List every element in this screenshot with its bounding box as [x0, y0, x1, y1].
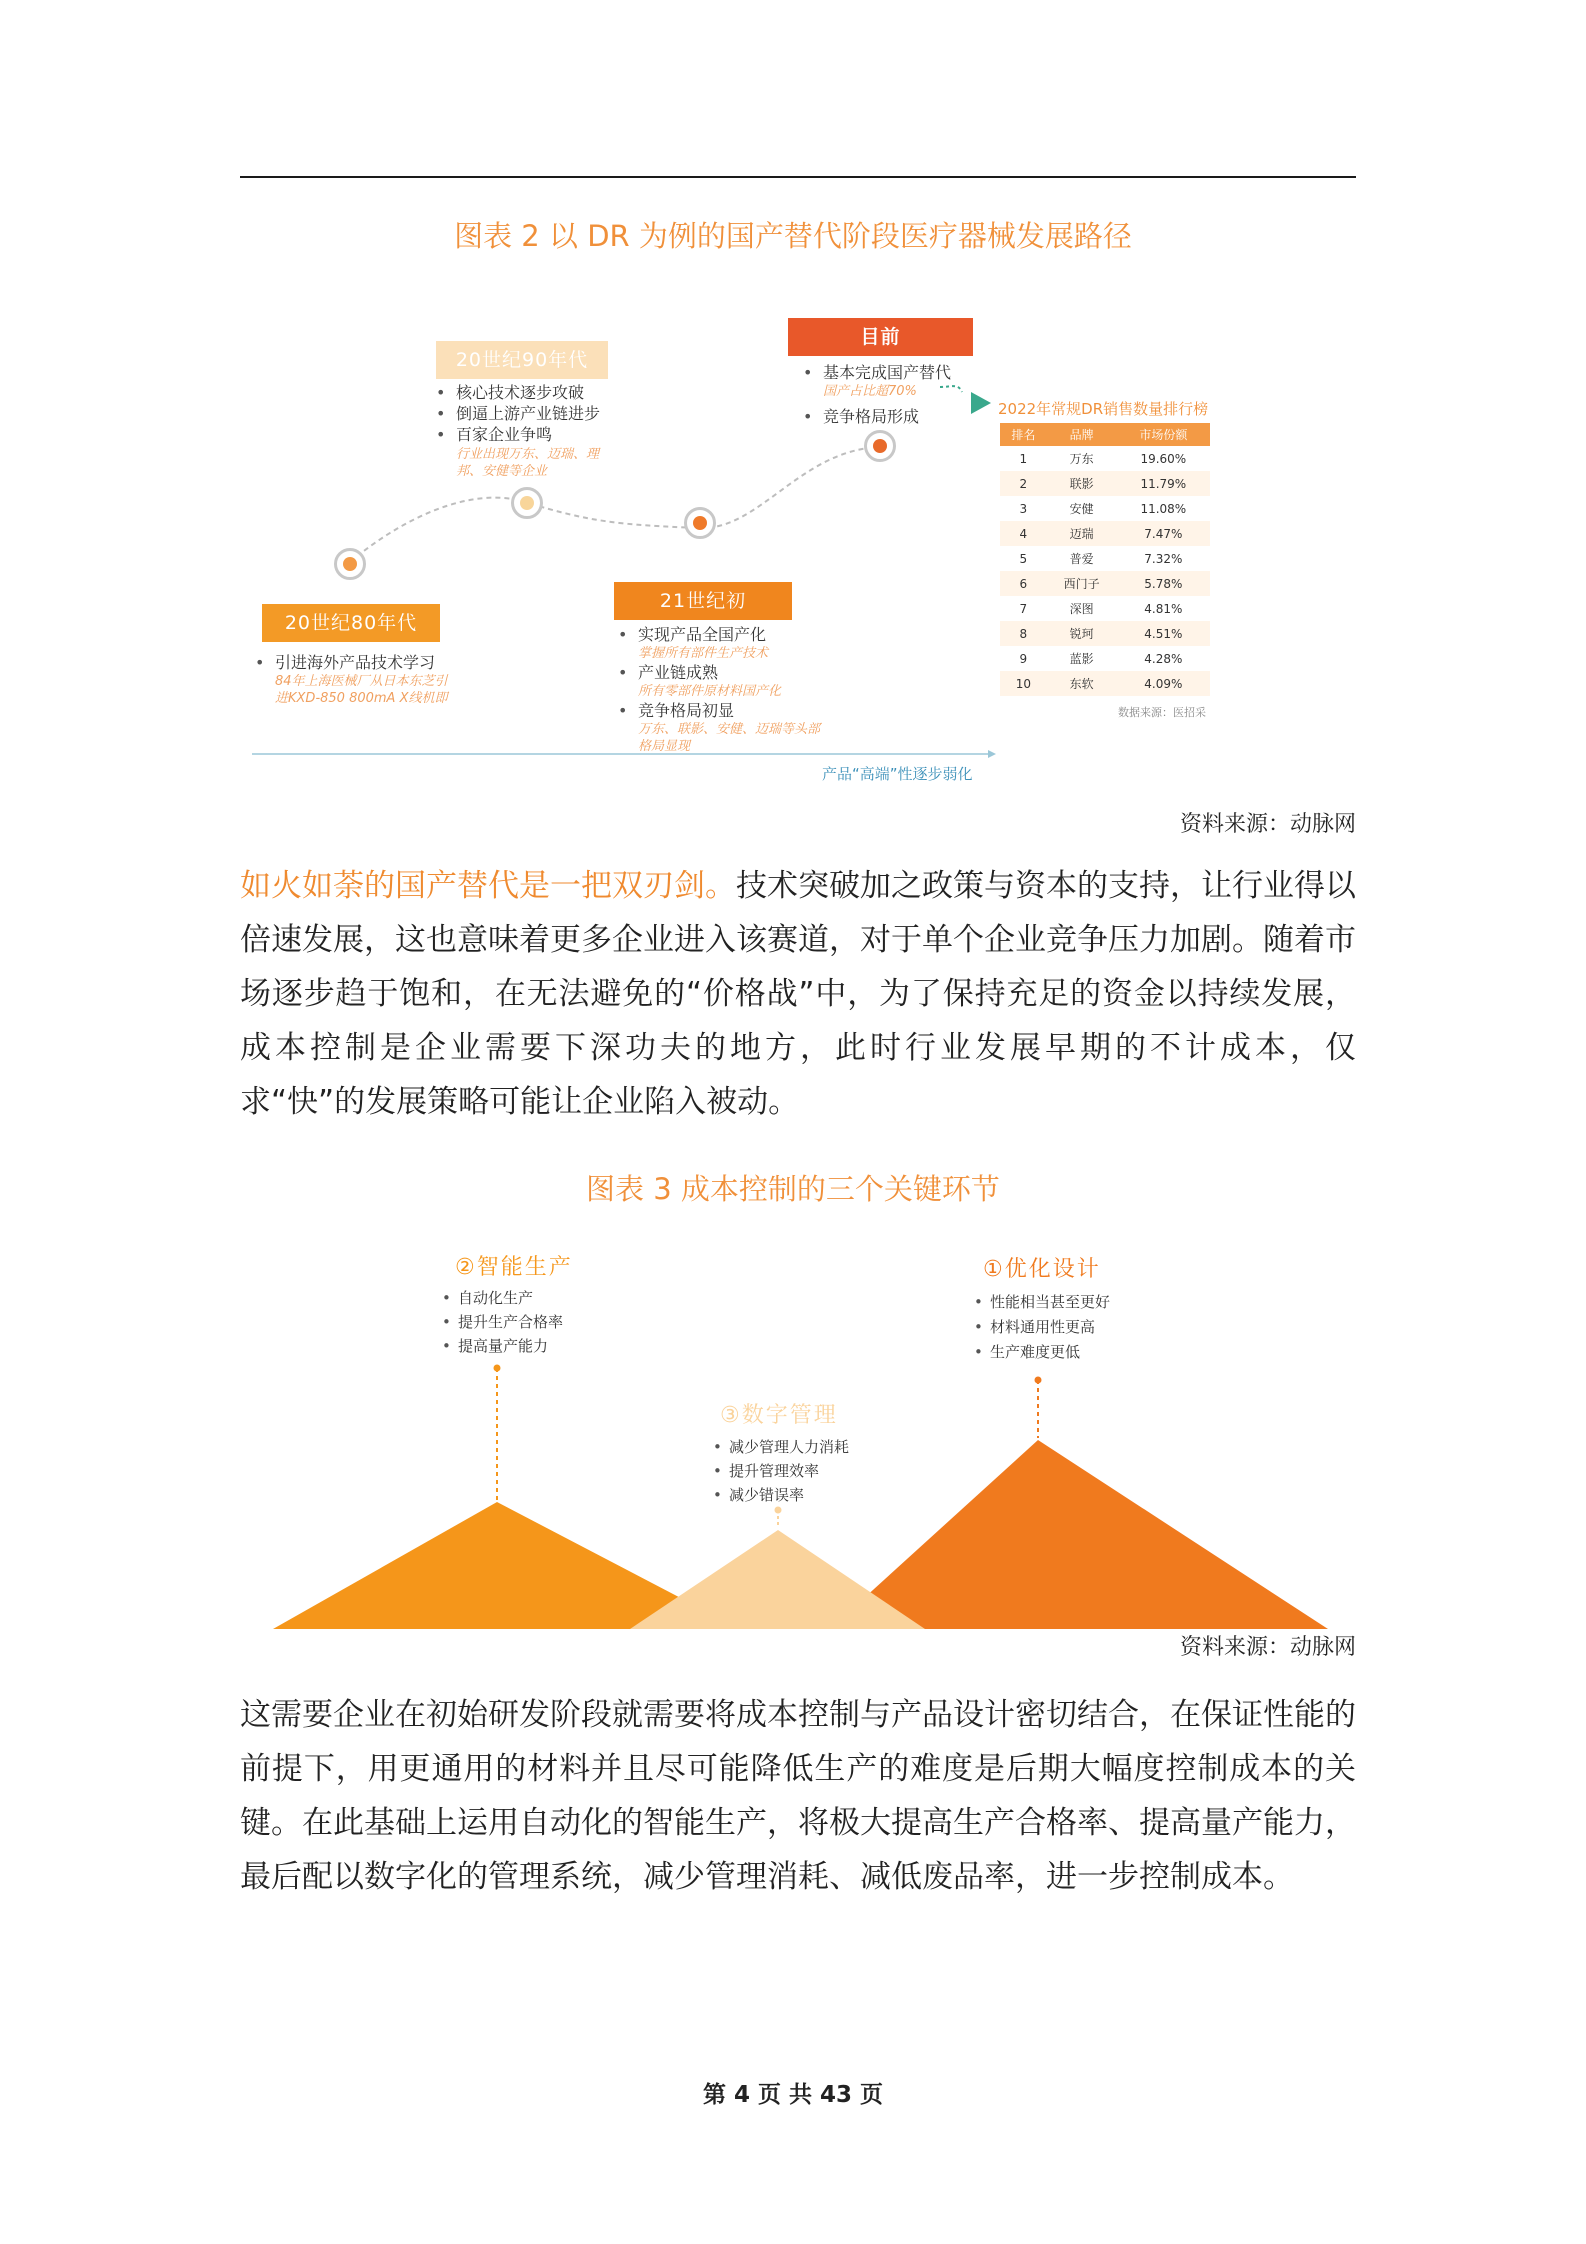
- era-now-item-2: • 竞争格局形成: [823, 406, 919, 427]
- rank-cell: 9: [1019, 651, 1028, 666]
- page-footer: 第 4 页 共 43 页: [702, 2082, 884, 2108]
- rank-cell: 4: [1000, 521, 1047, 546]
- step-3-item-3: • 减少错误率: [729, 1483, 804, 1507]
- era-21c-note-2: 所有零部件原材料国产化: [638, 684, 782, 699]
- brand-cell: 安健: [1069, 502, 1094, 516]
- ranking-title: 2022年常规DR销售数量排行榜: [998, 400, 1209, 418]
- era-90s-item-3: • 百家企业争鸣: [456, 424, 552, 445]
- brand-cell: 蓝影: [1069, 652, 1094, 666]
- share-cell: 11.79%: [1117, 471, 1210, 496]
- era-now-item-1: • 基本完成国产替代: [823, 362, 951, 383]
- step-1-title: ①优化设计: [983, 1257, 1101, 1282]
- table-row: [1000, 471, 1210, 496]
- brand-cell: 迈瑞: [1047, 521, 1117, 546]
- era-21c-item-1: • 实现产品全国产化: [638, 624, 766, 645]
- brand-cell: 普爱: [1069, 552, 1094, 566]
- era-21c-note-3: 万东、联影、安健、迈瑞等头部格局显现: [638, 722, 821, 754]
- table-row: [1000, 596, 1210, 621]
- brand-cell: 联影: [1047, 471, 1117, 496]
- ranking-table-body: [1000, 446, 1210, 696]
- table-row: [1000, 646, 1210, 671]
- step-2-item-1: • 自动化生产: [458, 1286, 533, 1310]
- share-cell: 5.78%: [1117, 571, 1210, 596]
- era-21c-item-2: • 产业链成熟: [638, 662, 718, 683]
- brand-cell: 万东: [1069, 452, 1094, 466]
- share-cell: 4.81%: [1144, 601, 1183, 616]
- paragraph-1-highlight: 如火如荼的国产替代是一把双刃剑。: [240, 868, 736, 904]
- brand-cell: 锐珂: [1047, 621, 1117, 646]
- step-1-item-2: • 材料通用性更高: [990, 1315, 1095, 1339]
- timeline-node-21c: [684, 507, 716, 539]
- share-cell: 4.28%: [1144, 651, 1183, 666]
- ranking-header-row: [1000, 423, 1210, 446]
- ranking-source: 数据来源：医招采: [1118, 706, 1206, 719]
- rank-cell: 2: [1000, 471, 1047, 496]
- step-2-item-3: • 提高量产能力: [458, 1334, 548, 1358]
- era-now-note: 国产占比超70%: [823, 384, 917, 399]
- step-3-item-1: • 减少管理人力消耗: [729, 1435, 849, 1459]
- figure-2-title: 图表 2 以 DR 为例的国产替代阶段医疗器械发展路径: [454, 219, 1132, 253]
- brand-cell: 西门子: [1047, 571, 1117, 596]
- brand-cell: 东软: [1047, 671, 1117, 696]
- era-21c-item-3: • 竞争格局初显: [638, 700, 734, 721]
- paragraph-1: [240, 859, 1356, 1129]
- era-90s-label: 20世纪90年代: [436, 341, 608, 379]
- table-row: [1000, 496, 1210, 521]
- era-90s-note: 行业出现万东、迈瑞、理邦、安健等企业: [456, 447, 600, 479]
- brand-cell: 深图: [1069, 602, 1094, 616]
- rank-cell: 1: [1019, 451, 1028, 466]
- era-21c-label: 21世纪初: [614, 582, 792, 620]
- figure-3-source: 资料来源：动脉网: [1179, 1635, 1356, 1660]
- share-cell: 19.60%: [1140, 451, 1187, 466]
- ranking-table: [1000, 423, 1210, 696]
- ranking-header-brand: 品牌: [1047, 423, 1117, 446]
- step-2-item-2: • 提升生产合格率: [458, 1310, 563, 1334]
- share-cell: 4.51%: [1117, 621, 1210, 646]
- header-rule: [240, 176, 1356, 178]
- era-now-label: 目前: [788, 318, 973, 356]
- table-row: [1000, 446, 1210, 471]
- era-80s-label: 20世纪80年代: [262, 604, 440, 642]
- rank-cell: 5: [1019, 551, 1028, 566]
- timeline-axis-label: 产品“高端”性逐步弱化: [822, 765, 973, 783]
- step-1-item-3: • 生产难度更低: [990, 1340, 1080, 1364]
- table-row: [1000, 571, 1210, 596]
- step-3-item-2: • 提升管理效率: [729, 1459, 819, 1483]
- table-row: [1000, 521, 1210, 546]
- share-cell: 4.09%: [1117, 671, 1210, 696]
- ranking-header-rank: 排名: [1000, 423, 1047, 446]
- era-80s-note: 84年上海医械厂从日本东芝引进KXD-850 800mA X线机即: [275, 674, 448, 706]
- rank-cell: 3: [1019, 501, 1028, 516]
- era-90s-item-2: • 倒逼上游产业链进步: [456, 403, 600, 424]
- era-80s-item-1: • 引进海外产品技术学习: [275, 652, 435, 673]
- share-cell: 7.32%: [1144, 551, 1183, 566]
- share-cell: 7.47%: [1117, 521, 1210, 546]
- rank-cell: 8: [1000, 621, 1047, 646]
- rank-cell: 7: [1019, 601, 1028, 616]
- mountain-optimized-design: [830, 1440, 1328, 1629]
- timeline-node-90s: [511, 487, 543, 519]
- figure-3-title: 图表 3 成本控制的三个关键环节: [586, 1172, 1000, 1206]
- table-row: [1000, 621, 1210, 646]
- paragraph-1-text: 技术突破加之政策与资本的支持，让行业得以倍速发展，这也意味着更多企业进入该赛道，对于单个企业竞争压力加剧。随着市场逐步趋于饱和，在无法避免的“价格战”中，为了保持充足的资金以持续发展，成本控制是企业需要下深功夫的地方，此时行业发展早期的不计成本，仅求“快”的发展策略可能让企业陷入被动。: [240, 868, 1356, 1120]
- timeline-node-80s: [334, 548, 366, 580]
- table-row: [1000, 671, 1210, 696]
- figure-2-source: 资料来源：动脉网: [1179, 812, 1356, 837]
- table-row: [1000, 546, 1210, 571]
- step-3-title: ③数字管理: [720, 1403, 838, 1428]
- step-1-item-1: • 性能相当甚至更好: [990, 1290, 1110, 1314]
- era-90s-item-1: • 核心技术逐步攻破: [456, 382, 584, 403]
- ranking-header-share: 市场份额: [1117, 423, 1210, 446]
- paragraph-2: 这需要企业在初始研发阶段就需要将成本控制与产品设计密切结合，在保证性能的前提下，用更通用的材料并且尽可能降低生产的难度是后期大幅度控制成本的关键。在此基础上运用自动化的智能生产，将极大提高生产合格率、提高量产能力，最后配以数字化的管理系统，减少管理消耗、减低废品率，进一步控制成本。: [240, 1697, 1356, 1895]
- share-cell: 11.08%: [1140, 501, 1187, 516]
- era-21c-note-1: 掌握所有部件生产技术: [638, 646, 769, 661]
- step-2-title: ②智能生产: [455, 1255, 573, 1280]
- mountain-digital-management: [630, 1530, 925, 1629]
- timeline-node-now: [864, 430, 896, 462]
- rank-cell: 6: [1000, 571, 1047, 596]
- rank-cell: 10: [1000, 671, 1047, 696]
